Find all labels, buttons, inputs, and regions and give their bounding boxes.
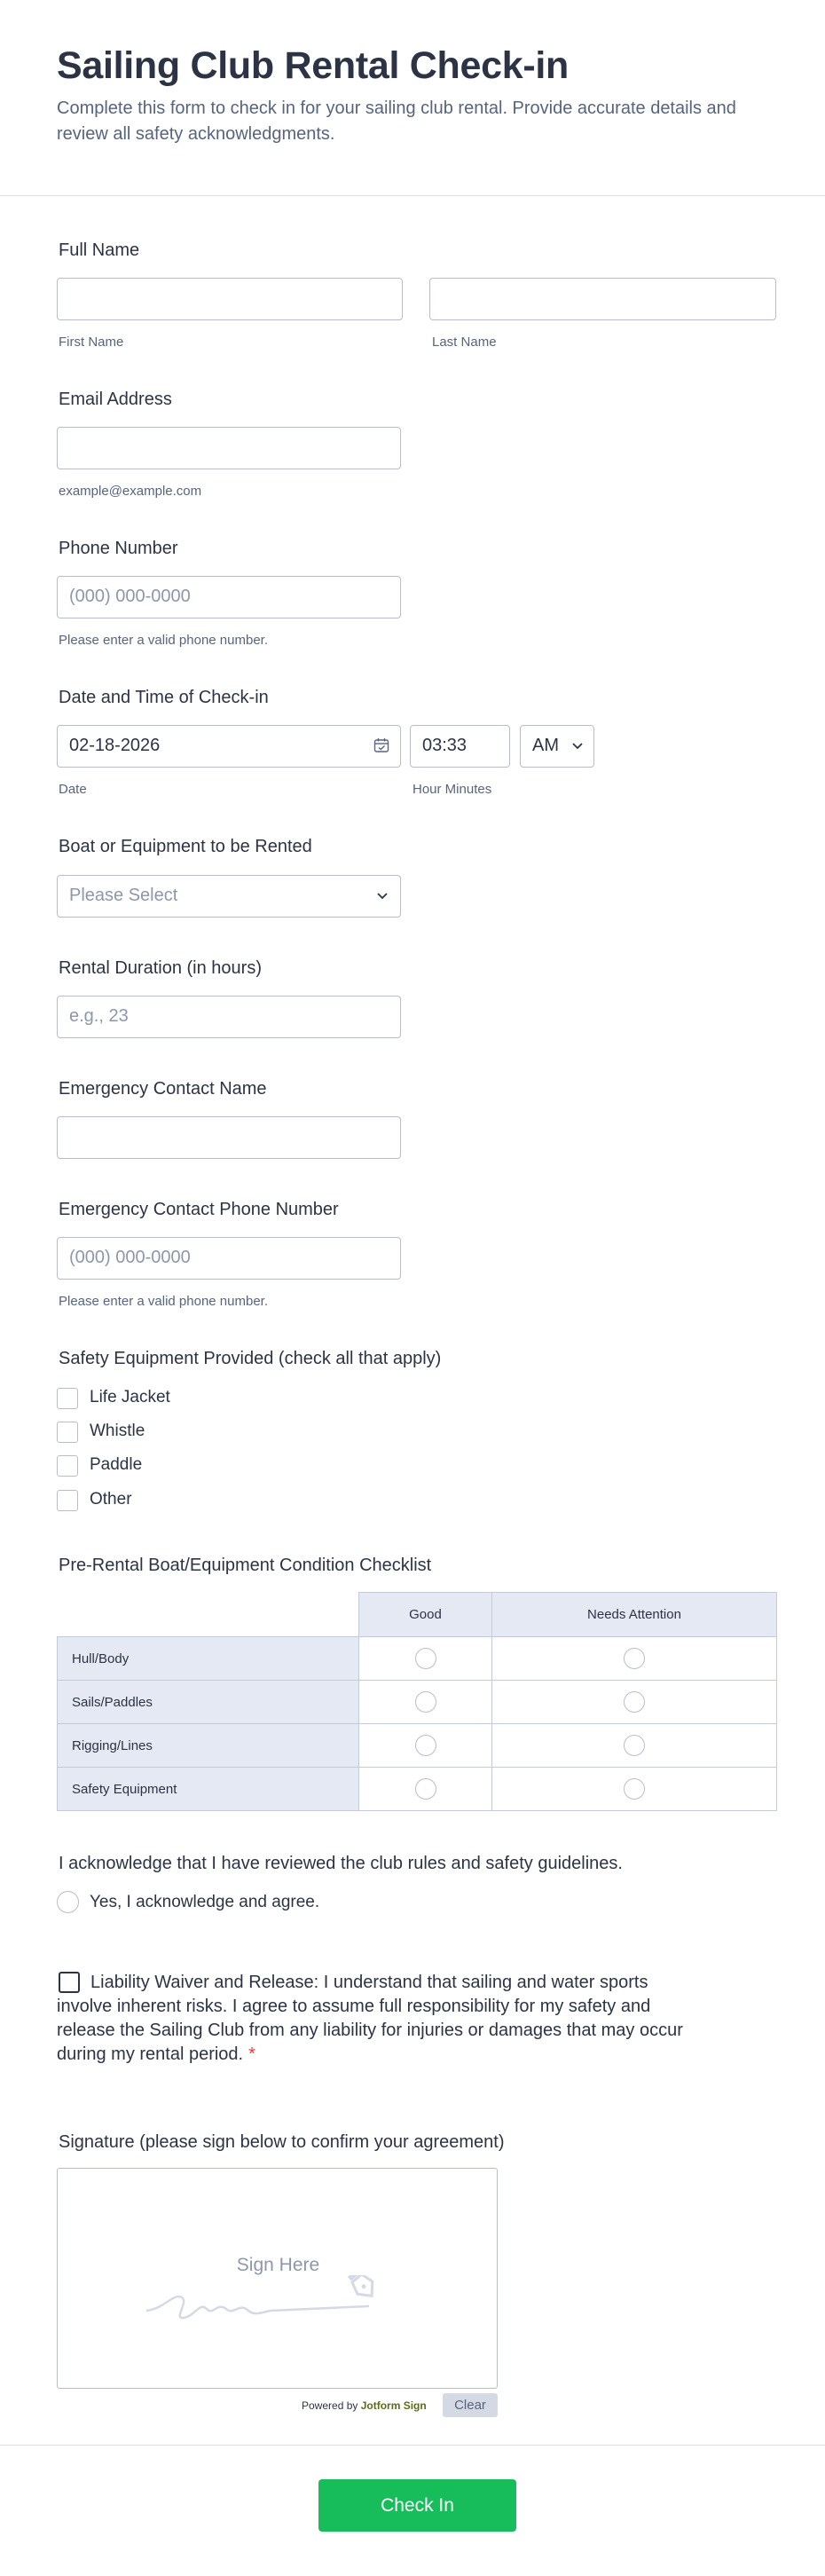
radio-good[interactable] (415, 1778, 436, 1800)
equipment-label: Boat or Equipment to be Rented (59, 837, 312, 856)
signature-pad[interactable] (57, 2168, 498, 2389)
signature-label: Signature (please sign below to confirm your agreement) (59, 2132, 505, 2152)
email-sublabel: example@example.com (59, 484, 202, 499)
radio-good[interactable] (415, 1648, 436, 1669)
equipment-placeholder: Please Select (69, 886, 178, 905)
equipment-select[interactable] (57, 875, 401, 918)
option-label: Paddle (90, 1455, 143, 1474)
safety-label: Safety Equipment Provided (check all that apply) (59, 1349, 442, 1368)
duration-label: Rental Duration (in hours) (59, 958, 262, 978)
checkbox[interactable] (57, 1422, 78, 1443)
date-sublabel: Date (59, 782, 87, 797)
table-row (58, 1768, 777, 1811)
radio-good[interactable] (415, 1735, 436, 1756)
option-label: Other (90, 1490, 132, 1509)
form-subtitle: Complete this form to check in for your sailing club rental. Provide accurate details and review all safety acknowledgments. (57, 98, 736, 144)
time-input[interactable]: 03:33 (410, 725, 510, 768)
waiver-body: Liability Waiver and Release: I understand that sailing and water sports involve inherent risks. I agree to assume full responsibility for my safety and release the Sailing Club from any liability for injuries or damages that may occur during my rental period. (57, 1973, 683, 2064)
check-in-button[interactable]: Check In (318, 2479, 516, 2532)
checkbox[interactable] (57, 1455, 78, 1477)
powered-by (302, 2399, 427, 2412)
radio-good[interactable] (415, 1691, 436, 1713)
powered-prefix: Powered by (302, 2399, 358, 2412)
table-row (58, 1681, 777, 1724)
emergency-name-label: Emergency Contact Name (59, 1079, 267, 1099)
option-label: Whistle (90, 1422, 145, 1440)
acknowledge-option-label: Yes, I acknowledge and agree. (90, 1893, 320, 1911)
column-header-good: Good (359, 1593, 492, 1637)
emergency-phone-label: Emergency Contact Phone Number (59, 1200, 339, 1219)
phone-sublabel: Please enter a valid phone number. (59, 633, 268, 648)
ampm-select[interactable] (520, 725, 594, 768)
last-name-sublabel: Last Name (432, 335, 497, 350)
calendar-icon[interactable] (373, 737, 389, 753)
clear-signature-button[interactable]: Clear (443, 2393, 498, 2417)
condition-matrix (57, 1592, 777, 1811)
phone-label: Phone Number (59, 539, 178, 558)
email-input[interactable] (57, 427, 401, 469)
chevron-down-icon (375, 888, 389, 902)
row-header: Hull/Body (58, 1637, 359, 1681)
required-marker: * (248, 2044, 255, 2064)
phone-input[interactable]: (000) 000-0000 (57, 576, 401, 618)
duration-input[interactable]: e.g., 23 (57, 996, 401, 1038)
emergency-phone-input[interactable]: (000) 000-0000 (57, 1237, 401, 1280)
row-header: Sails/Paddles (58, 1681, 359, 1724)
emergency-phone-sublabel: Please enter a valid phone number. (59, 1294, 268, 1309)
radio-needs-attention[interactable] (624, 1778, 645, 1800)
acknowledge-label: I acknowledge that I have reviewed the club rules and safety guidelines. (59, 1854, 623, 1873)
checkin-label: Date and Time of Check-in (59, 688, 269, 707)
row-header: Safety Equipment (58, 1768, 359, 1811)
waiver-text (57, 1971, 692, 2067)
ampm-value: AM (532, 736, 559, 755)
option-label: Life Jacket (90, 1388, 170, 1406)
checkbox[interactable] (57, 1388, 78, 1409)
emergency-name-input[interactable] (57, 1116, 401, 1159)
first-name-input[interactable] (57, 278, 403, 320)
form-title: Sailing Club Rental Check-in (57, 44, 569, 87)
table-row (58, 1637, 777, 1681)
acknowledge-radio[interactable] (57, 1891, 79, 1913)
first-name-sublabel: First Name (59, 335, 124, 350)
radio-needs-attention[interactable] (624, 1735, 645, 1756)
time-sublabel: Hour Minutes (412, 782, 492, 797)
checklist-label: Pre-Rental Boat/Equipment Condition Checklist (59, 1556, 432, 1575)
radio-needs-attention[interactable] (624, 1691, 645, 1713)
matrix-corner (58, 1593, 359, 1637)
table-row (58, 1724, 777, 1768)
full-name-label: Full Name (59, 240, 140, 260)
date-value: 02-18-2026 (69, 736, 161, 755)
email-label: Email Address (59, 390, 172, 409)
date-input[interactable] (57, 725, 401, 768)
form-header (0, 0, 825, 196)
signature-scribble-icon (146, 2275, 421, 2328)
chevron-down-icon (570, 738, 585, 752)
last-name-input[interactable] (429, 278, 776, 320)
powered-brand: Jotform Sign (360, 2399, 427, 2412)
signature-placeholder: Sign Here (236, 2255, 320, 2275)
radio-needs-attention[interactable] (624, 1648, 645, 1669)
column-header-needs-attention: Needs Attention (492, 1593, 777, 1637)
checkbox[interactable] (57, 1490, 78, 1511)
row-header: Rigging/Lines (58, 1724, 359, 1768)
